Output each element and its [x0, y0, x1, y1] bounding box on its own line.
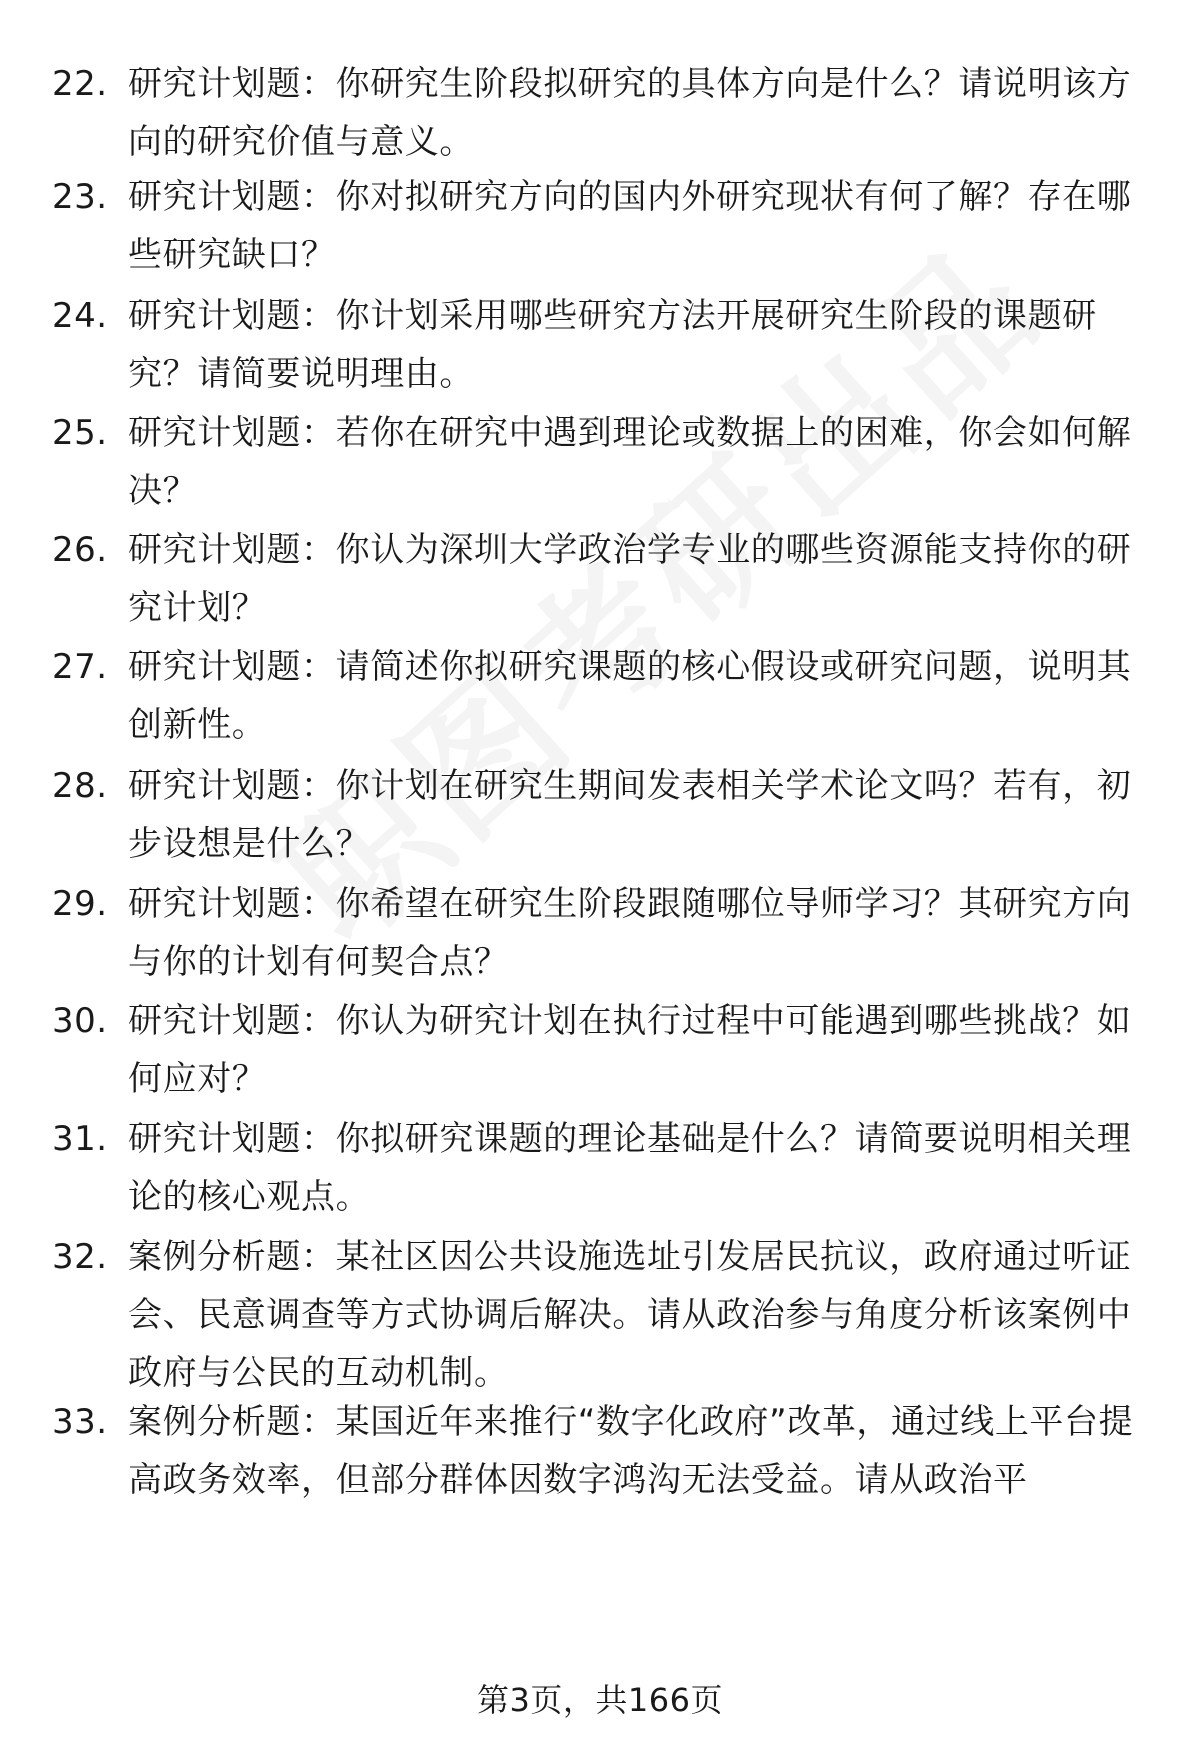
question-number: 29.: [52, 884, 108, 924]
question-text: 研究计划题：你研究生阶段拟研究的具体方向是什么？请说明该方向的研究价值与意义。: [128, 64, 1132, 162]
question-number: 32.: [52, 1237, 108, 1277]
question-number: 24.: [52, 296, 108, 336]
question-text: 研究计划题：你认为研究计划在执行过程中可能遇到哪些挑战？如何应对？: [128, 1001, 1132, 1099]
question-number: 26.: [52, 530, 108, 570]
question-text: 案例分析题：某社区因公共设施选址引发居民抗议，政府通过听证会、民意调查等方式协调后解决。请从政治参与角度分析该案例中政府与公民的互动机制。: [128, 1237, 1132, 1393]
question-number: 33.: [52, 1402, 108, 1442]
question-number: 25.: [52, 413, 108, 453]
page-number: 第3页，共166页: [477, 1681, 723, 1719]
question-text: 研究计划题：你拟研究课题的理论基础是什么？请简要说明相关理论的核心观点。: [128, 1119, 1132, 1217]
question-text: 案例分析题：某国近年来推行“数字化政府”改革，通过线上平台提高政务效率，但部分群体因数字鸿沟无法受益。请从政治平: [128, 1402, 1134, 1500]
question-number: 31.: [52, 1119, 108, 1159]
question-text: 研究计划题：你认为深圳大学政治学专业的哪些资源能支持你的研究计划？: [128, 530, 1132, 628]
question-number: 23.: [52, 177, 108, 217]
question-text: 研究计划题：你希望在研究生阶段跟随哪位导师学习？其研究方向与你的计划有何契合点？: [128, 884, 1132, 982]
question-number: 22.: [52, 64, 108, 104]
question-text: 研究计划题：你计划在研究生期间发表相关学术论文吗？若有，初步设想是什么？: [128, 766, 1132, 864]
question-text: 研究计划题：若你在研究中遇到理论或数据上的困难，你会如何解决？: [128, 413, 1132, 511]
question-text: 研究计划题：你计划采用哪些研究方法开展研究生阶段的课题研究？请简要说明理由。: [128, 296, 1097, 394]
question-number: 27.: [52, 647, 108, 687]
question-text: 研究计划题：你对拟研究方向的国内外研究现状有何了解？存在哪些研究缺口？: [128, 177, 1132, 275]
question-number: 30.: [52, 1001, 108, 1041]
question-number: 28.: [52, 766, 108, 806]
question-text: 研究计划题：请简述你拟研究课题的核心假设或研究问题，说明其创新性。: [128, 647, 1132, 745]
